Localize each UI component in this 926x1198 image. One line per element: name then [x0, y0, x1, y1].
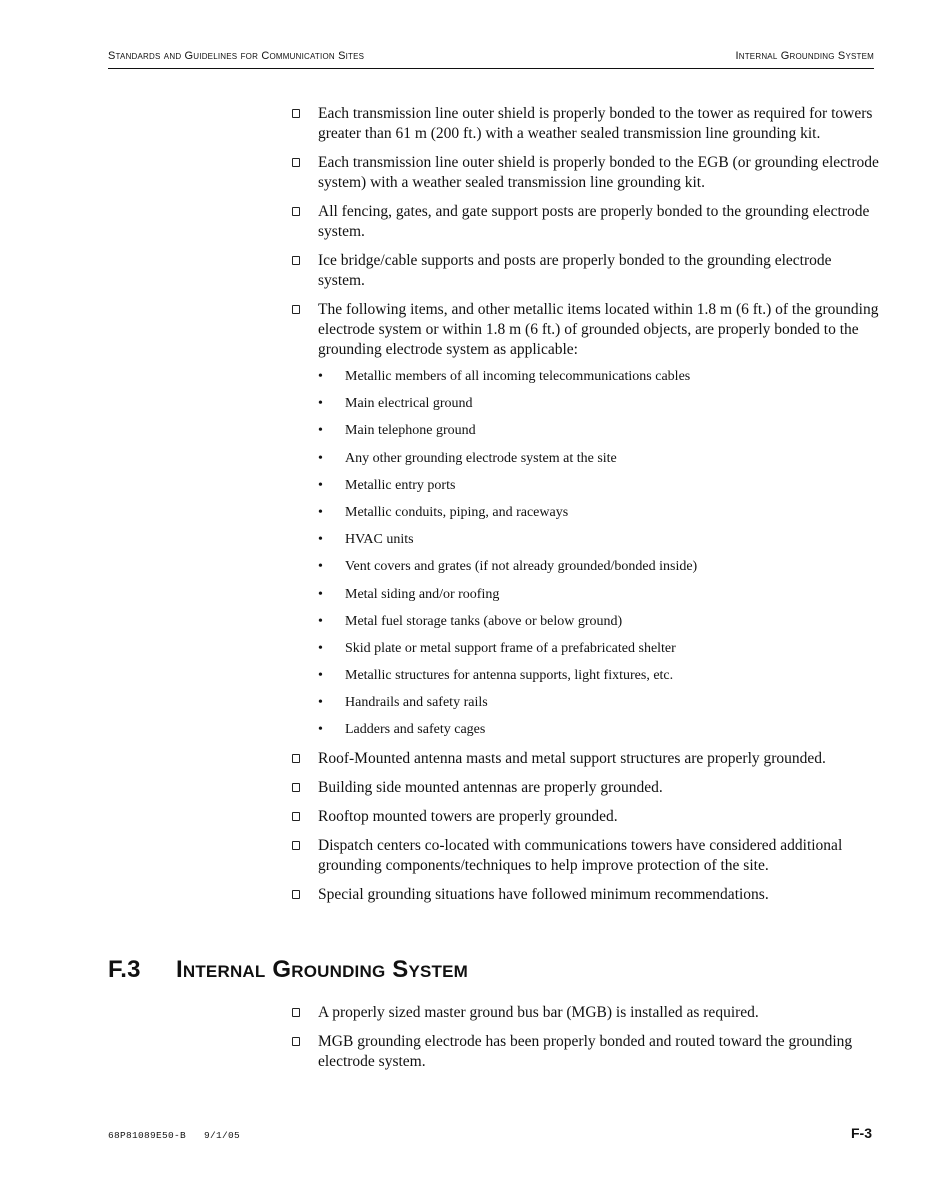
checklist-item: [292, 251, 882, 291]
page-header: [108, 48, 874, 69]
checklist: [292, 104, 882, 914]
bullet-icon: •: [318, 668, 323, 684]
bullet-icon: •: [318, 450, 323, 466]
checkbox-icon: [292, 207, 300, 216]
list-item: • Skid plate or metal support frame of a prefabricated shelter: [318, 640, 676, 656]
bullet-icon: •: [318, 369, 323, 384]
list-item: • Metallic conduits, piping, and raceways: [318, 504, 569, 520]
section-number: F.3: [108, 956, 141, 983]
footer-page-number: F-3: [851, 1125, 872, 1141]
list-item: • Metal siding and/or roofing: [318, 586, 500, 602]
checklist-item: [292, 807, 882, 827]
list-item: • HVAC units: [318, 532, 414, 548]
checklist-item-text: Rooftop mounted towers are properly grounded.: [318, 808, 618, 826]
checklist-item: [292, 104, 882, 144]
checkbox-icon: [292, 1037, 300, 1046]
footer-doc-id: 68P81089E50-B 9/1/05: [108, 1130, 241, 1141]
bullet-icon: •: [318, 477, 323, 493]
checklist-item-text: All fencing, gates, and gate support posts are properly bonded to the grounding electrode system.: [318, 203, 870, 240]
bullet-icon: •: [318, 423, 323, 439]
checklist-item-text: A properly sized master ground bus bar (MGB) is installed as required.: [318, 1004, 759, 1021]
checklist-item-text: Dispatch centers co-located with communications towers have considered additional grounding components/techniques to help improve protection of the site.: [318, 837, 843, 875]
checklist-item: [292, 1032, 882, 1072]
bullet-icon: •: [318, 722, 323, 738]
bullet-icon: •: [318, 586, 323, 602]
list-item: • Metallic members of all incoming telecommunications cables: [318, 369, 691, 384]
checklist-item: [292, 300, 882, 360]
list-item: • Ladders and safety cages: [318, 722, 486, 738]
checklist-item: [292, 153, 882, 193]
checkbox-icon: [292, 109, 300, 118]
checklist-item: [292, 1003, 882, 1023]
checkbox-icon: [292, 305, 300, 314]
checklist-item: [292, 749, 882, 769]
checkbox-icon: [292, 158, 300, 167]
header-left-title: Standards and Guidelines for Communication Sites: [108, 50, 365, 62]
checkbox-icon: [292, 754, 300, 763]
checklist-item-text: Each transmission line outer shield is properly bonded to the EGB (or grounding electrode system) with a weather sealed transmission line grounding kit.: [318, 154, 879, 191]
list-item: • Any other grounding electrode system at the site: [318, 450, 617, 466]
checklist-item: [292, 202, 882, 242]
checklist-item: [292, 836, 882, 876]
list-item: • Metallic structures for antenna supports, light fixtures, etc.: [318, 668, 674, 684]
bullet-icon: •: [318, 396, 323, 412]
checklist-item-text: The following items, and other metallic items located within 1.8 m (6 ft.) of the grounding electrode system or within 1.8 m (6 ft.) of grounded objects, are properly bonded to the grounding electrode system as applicable:: [318, 301, 879, 358]
list-item: • Metallic entry ports: [318, 477, 456, 493]
list-item: • Metal fuel storage tanks (above or below ground): [318, 613, 623, 629]
header-right-title: Internal Grounding System: [735, 50, 874, 62]
checklist-item-text: Special grounding situations have followed minimum recommendations.: [318, 886, 769, 904]
checklist-item-text: Roof-Mounted antenna masts and metal support structures are properly grounded.: [318, 750, 826, 768]
list-item: • Handrails and safety rails: [318, 695, 488, 711]
bullet-icon: •: [318, 559, 323, 575]
section-heading: [108, 956, 468, 984]
bullet-icon: •: [318, 504, 323, 520]
list-item: • Main electrical ground: [318, 396, 473, 412]
list-item: • Main telephone ground: [318, 423, 476, 439]
checklist-item: [292, 885, 882, 905]
checklist-item-text: Each transmission line outer shield is properly bonded to the tower as required for towers greater than 61 m (200 ft.) with a weather sealed transmission line grounding kit.: [318, 105, 873, 142]
checklist-item-text: MGB grounding electrode has been properly bonded and routed toward the grounding electrode system.: [318, 1033, 853, 1070]
bullet-icon: •: [318, 695, 323, 711]
section-checklist: [292, 1003, 882, 1081]
checkbox-icon: [292, 890, 300, 899]
section-title: Internal Grounding System: [176, 956, 469, 983]
bullet-icon: •: [318, 532, 323, 548]
checkbox-icon: [292, 783, 300, 792]
checkbox-icon: [292, 841, 300, 850]
list-item: • Vent covers and grates (if not already grounded/bonded inside): [318, 559, 698, 575]
checklist-item-text: Building side mounted antennas are properly grounded.: [318, 779, 663, 797]
checklist-item-text: Ice bridge/cable supports and posts are properly bonded to the grounding electrode system.: [318, 252, 832, 289]
bullet-icon: •: [318, 613, 323, 629]
checklist-item: [292, 778, 882, 798]
bullet-icon: •: [318, 640, 323, 656]
checkbox-icon: [292, 256, 300, 265]
checkbox-icon: [292, 1008, 300, 1017]
bonded-items-list: [292, 368, 882, 739]
checkbox-icon: [292, 812, 300, 821]
